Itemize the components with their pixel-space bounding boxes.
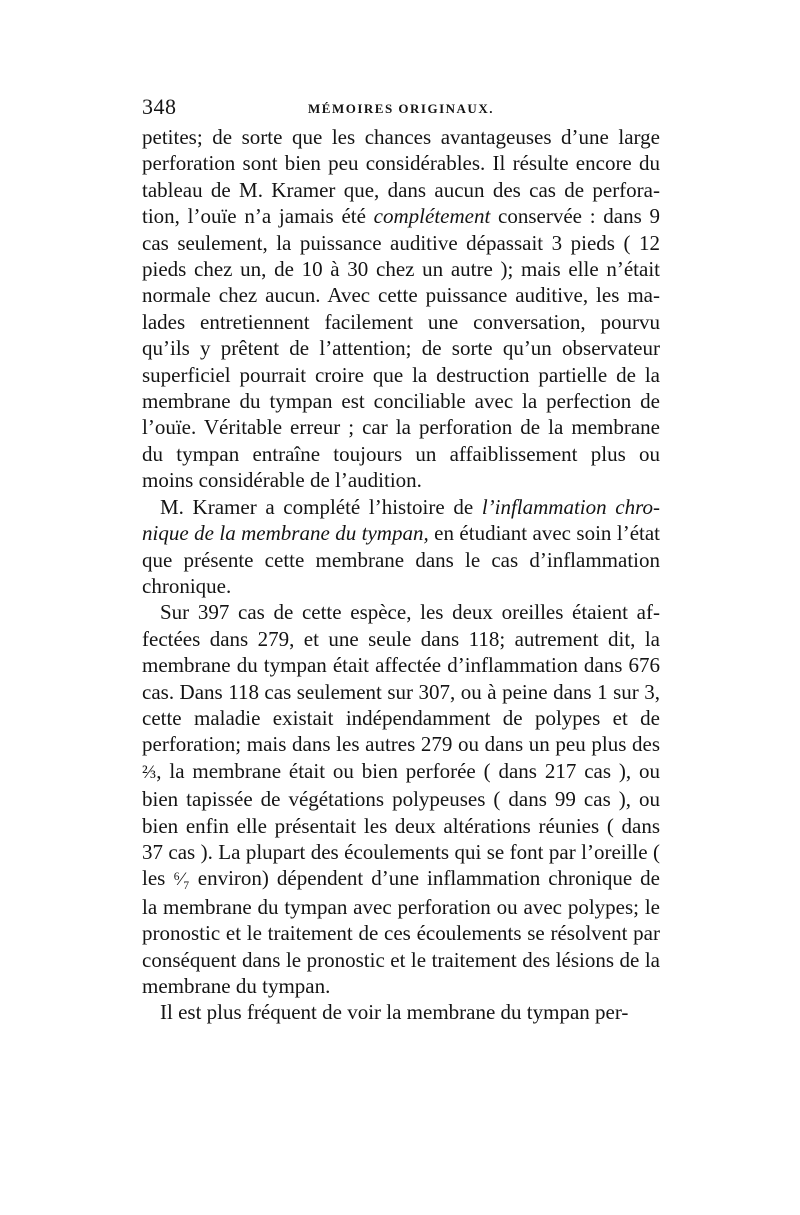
fraction: ⅔: [142, 761, 157, 783]
paragraph-text: conservée : dans 9 cas seulement, la puissance auditive dépassait 3 pieds ( 12 pieds chez un, de 10 à 30 chez un autre ); mais elle n’était normale chez aucun. Avec cette puissance auditive, les malades entretiennent facilement une conversation, pourvu qu’ils y prêtent de l’attention; de sorte qu’un observateur superficiel pourrait croire que la destruction partielle de la membrane du tympan est conciliable avec la perfection de l’ouïe. Véritable erreur ; car la perforation de la membrane du tympan entraîne toujours un affaiblissement plus ou moins considérable de l’audition.: [142, 204, 660, 493]
paragraph: [142, 124, 660, 494]
paragraph-text: Il est plus fréquent de voir la membrane du tympan per-: [160, 1000, 629, 1025]
paragraph-text: environ) dépendent d’une inflammation chronique de la membrane du tympan avec perforation ou avec polypes; le pronostic et le traitement de ces écoulements se résolvent par conséquent dans le pronostic et le traitement des lésions de la membrane du tympan.: [142, 866, 661, 998]
running-title: MÉMOIRES ORIGINAUX.: [308, 101, 494, 116]
emphasized-text: l’inflammation chronique de la membrane du tympan,: [142, 494, 660, 546]
paragraph-text: petites; de sorte que les chances avantageuses d’une large perforation sont bien peu considérables. Il résulte encore du tableau de M. Kramer que, dans aucun des cas de perforation, l’ouïe n’a jamais été: [142, 125, 660, 229]
running-head: [142, 94, 660, 124]
paragraph-text: M. Kramer a complété l’histoire de: [160, 494, 482, 519]
paragraph: [142, 999, 660, 1025]
book-page: [142, 94, 660, 1026]
body-text: [142, 124, 660, 1026]
paragraph-text: en étudiant avec soin l’état que présente cette membrane dans le cas d’inflammation chronique.: [142, 521, 661, 598]
page-number: 348: [142, 94, 177, 119]
paragraph: [142, 494, 660, 600]
fraction: ⁶⁄₇: [173, 869, 190, 891]
paragraph-text: , la membrane était ou bien perforée ( dans 217 cas ), ou bien tapissée de végétations polypeuses ( dans 99 cas ), ou bien enfin elle présentait les deux altérations réunies ( dans 37 cas ). La plupart des écoulements qui se font par l’oreille ( les: [142, 758, 660, 891]
emphasized-text: complétement: [373, 204, 491, 229]
paragraph: [142, 599, 660, 999]
paragraph-text: Sur 397 cas de cette espèce, les deux oreilles étaient affectées dans 279, et une seule dans 118; autrement dit, la membrane du tympan était affectée d’inflammation dans 676 cas. Dans 118 cas seulement sur 307, ou à peine dans 1 sur 3, cette maladie existait indépendamment de polypes et de perforation; mais dans les autres 279 ou dans un peu plus des: [142, 600, 660, 757]
